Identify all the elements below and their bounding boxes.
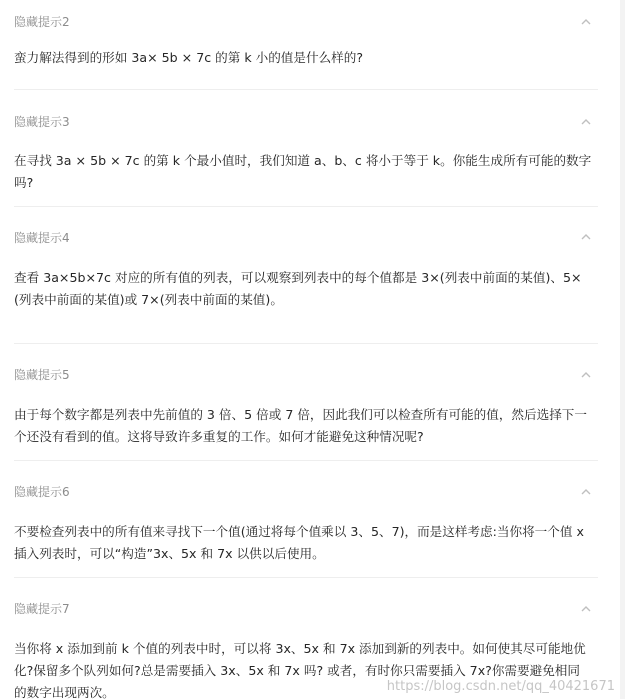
hint-7-header[interactable]: [14, 578, 598, 640]
hint-2: [14, 0, 598, 90]
hint-3-text: 在寻找 3a × 5b × 7c 的第 k 个最小值时，我们知道 a、b、c 将小于等于 k。你能生成所有可能的数字吗?: [14, 153, 592, 190]
hint-5-title: 隐藏提示5: [14, 368, 70, 382]
hint-2-header[interactable]: [14, 0, 598, 44]
hint-2-text: 蛮力解法得到的形如 3a× 5b × 7c 的第 k 小的值是什么样的?: [14, 50, 364, 65]
watermark: https://blog.csdn.net/qq_40421671: [386, 679, 615, 694]
hint-6-text: 不要检查列表中的所有值来寻找下一个值(通过将每个值乘以 3、5、7)，而是这样考虑:当你将一个值 x 插入列表时，可以“构造”3x、5x 和 7x 以供以后使用。: [14, 524, 584, 561]
hint-5-header[interactable]: [14, 344, 598, 406]
hint-4-text: 查看 3a×5b×7c 对应的所有值的列表，可以观察到列表中的每个值都是 3×(列表中前面的某值)、5×(列表中前面的某值)或 7×(列表中前面的某值)。: [14, 270, 582, 307]
scrollbar[interactable]: [620, 0, 625, 699]
hint-3-title: 隐藏提示3: [14, 114, 70, 129]
chevron-up-icon[interactable]: [580, 233, 592, 243]
hint-list: [14, 0, 598, 699]
hint-5-text: 由于每个数字都是列表中先前值的 3 倍、5 倍或 7 倍，因此我们可以检查所有可能的值，然后选择下一个还没有看到的值。这将导致许多重复的工作。如何才能避免这种情况呢?: [14, 407, 587, 444]
hint-3-header[interactable]: [14, 90, 598, 153]
hint-2-title: 隐藏提示2: [14, 15, 70, 29]
hint-3: [14, 90, 598, 207]
hint-4-header[interactable]: [14, 207, 598, 268]
hint-4-title: 隐藏提示4: [14, 230, 70, 245]
hint-5: [14, 344, 598, 461]
hint-6-title: 隐藏提示6: [14, 485, 70, 499]
chevron-up-icon[interactable]: [580, 18, 592, 28]
hint-7-title: 隐藏提示7: [14, 602, 70, 616]
chevron-up-icon[interactable]: [580, 118, 592, 128]
chevron-up-icon[interactable]: [580, 488, 592, 498]
chevron-up-icon[interactable]: [580, 371, 592, 381]
hint-4: [14, 207, 598, 344]
hint-7-text: 当你将 x 添加到前 k 个值的列表中时，可以将 3x、5x 和 7x 添加到新的列表中。如何使其尽可能地优化?保留多个队列如何?总是需要插入 3x、5x 和 7x 吗? 或者，有时你只需要插入 7x?你需要避免相同的数字出现两次。: [14, 641, 586, 699]
hint-6: [14, 461, 598, 578]
chevron-up-icon[interactable]: [580, 605, 592, 615]
hint-6-header[interactable]: [14, 461, 598, 523]
